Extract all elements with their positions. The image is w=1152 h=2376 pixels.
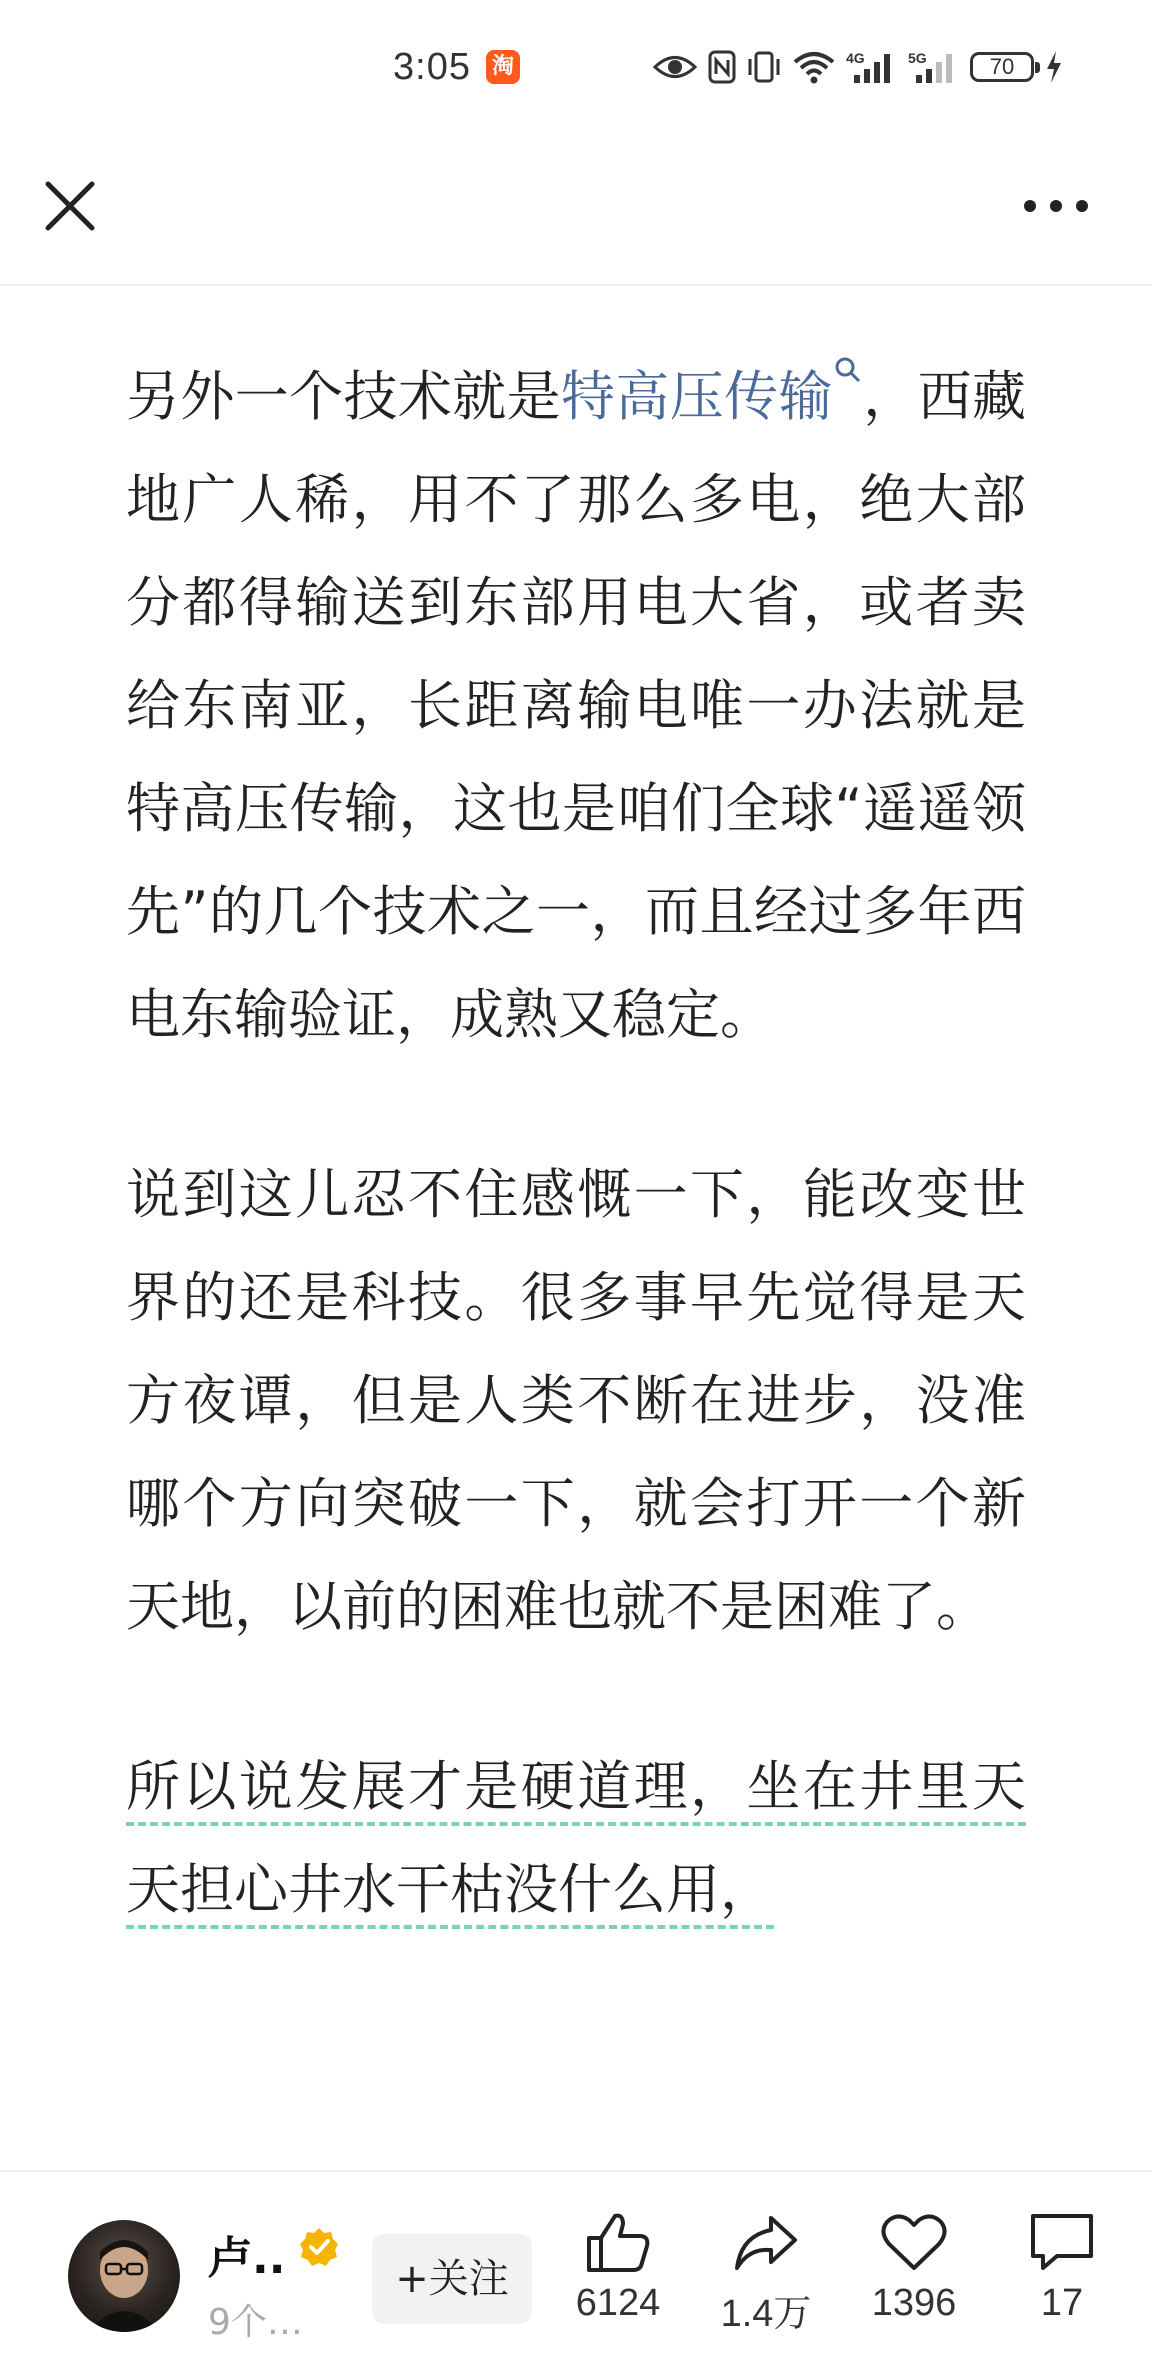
eye-icon bbox=[652, 52, 698, 82]
avatar-portrait-icon bbox=[68, 2220, 180, 2332]
paragraph-2: 说到这儿忍不住感慨一下，能改变世界的还是科技。很多事早先觉得是天方夜谭，但是人类不断在进步，没准哪个方向突破一下，就会打开一个新天地，以前的困难也就不是困难了。 bbox=[126, 1163, 1026, 1638]
more-button[interactable] bbox=[1016, 186, 1096, 226]
status-icons bbox=[652, 44, 1064, 90]
keyword-text: 特高压传输 bbox=[561, 365, 833, 428]
favorite-count: 1396 bbox=[871, 2282, 957, 2324]
signal-5g-icon bbox=[908, 49, 960, 85]
comment-button[interactable] bbox=[1002, 2210, 1122, 2325]
top-nav bbox=[0, 136, 1152, 286]
paragraph-1-text-b: ，西藏地广人稀，用不了那么多电，绝大部分都得输送到东部用电大省，或者卖给东南亚，长距离输电唯一办法就是特高压传输，这也是咱们全球“遥遥领先”的几个技术之一，而且经过多年西电东输验证，成熟又稳定。 bbox=[126, 365, 1026, 1046]
avatar[interactable] bbox=[68, 2220, 180, 2332]
favorite-button[interactable] bbox=[854, 2210, 974, 2325]
nfc-icon bbox=[708, 50, 736, 84]
article-body bbox=[126, 345, 1026, 1941]
like-button[interactable] bbox=[558, 2210, 678, 2325]
share-count: 1.4万 bbox=[720, 2293, 812, 2335]
more-icon bbox=[1016, 186, 1096, 226]
search-icon bbox=[833, 355, 863, 385]
share-arrow-icon bbox=[731, 2210, 801, 2274]
paragraph-1-text-a: 另外一个技术就是 bbox=[126, 365, 561, 428]
status-bar bbox=[0, 0, 1152, 136]
comment-count: 17 bbox=[1040, 2282, 1084, 2324]
signal-4g-icon bbox=[846, 49, 898, 85]
close-icon bbox=[40, 176, 100, 236]
svg-text:5G: 5G bbox=[908, 50, 927, 66]
like-count: 6124 bbox=[575, 2282, 661, 2324]
paragraph-1 bbox=[126, 345, 1026, 1066]
highlighted-sentence[interactable]: 所以说发展才是硬道理，坐在井里天天担心井水干枯没什么用， bbox=[126, 1755, 1026, 1929]
taobao-app-icon: 淘 bbox=[486, 50, 520, 84]
thumbs-up-icon bbox=[583, 2210, 653, 2274]
author-subtitle: 9个… bbox=[208, 2302, 303, 2343]
share-button[interactable] bbox=[706, 2210, 826, 2337]
verified-badge-icon bbox=[298, 2226, 340, 2268]
follow-button[interactable]: +关注 bbox=[372, 2234, 532, 2324]
charging-icon bbox=[1044, 49, 1064, 85]
battery-indicator: 70 bbox=[970, 52, 1034, 82]
wifi-icon bbox=[792, 50, 836, 84]
author-name[interactable]: 卢.. bbox=[208, 2233, 286, 2284]
svg-text:4G: 4G bbox=[846, 50, 865, 66]
close-button[interactable] bbox=[40, 176, 100, 236]
bottom-action-bar bbox=[0, 2170, 1152, 2376]
paragraph-3 bbox=[126, 1735, 1026, 1941]
comment-bubble-icon bbox=[1027, 2210, 1097, 2274]
keyword-link[interactable] bbox=[561, 365, 863, 428]
heart-icon bbox=[879, 2210, 949, 2274]
status-time: 3:05 bbox=[393, 46, 471, 88]
vibrate-icon bbox=[746, 50, 782, 84]
